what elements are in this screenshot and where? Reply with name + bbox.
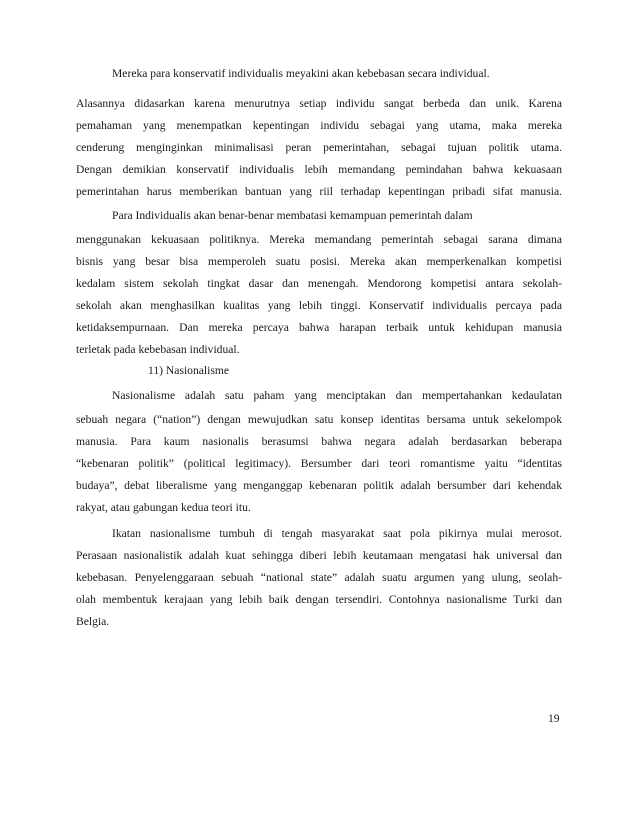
paragraph-line: “kebenaran politik” (political legitimacy). Bersumber dari teori romantisme yaitu “identitas	[76, 457, 562, 470]
paragraph-line: cenderung menginginkan minimalisasi peran pemerintahan, sebagai tujuan politik utama.	[76, 141, 562, 154]
paragraph-line: ketidaksempurnaan. Dan mereka percaya bahwa harapan terbaik untuk kehidupan manusia	[76, 321, 562, 334]
paragraph-line: Perasaan nasionalistik adalah kuat sehingga diberi lebih keutamaan mengatasi hak universal dan	[76, 549, 562, 562]
paragraph-line: Para Individualis akan benar-benar membatasi kemampuan pemerintah dalam	[112, 209, 473, 222]
paragraph-line: kedalam sistem sekolah tingkat dasar dan menengah. Mendorong kompetisi antara sekolah-	[76, 277, 562, 290]
paragraph-line: olah membentuk kerajaan yang lebih baik dengan tersendiri. Contohnya nasionalisme Turki dan	[76, 593, 562, 606]
paragraph-line: Alasannya didasarkan karena menurutnya setiap individu sangat berbeda dan unik. Karena	[76, 97, 562, 110]
paragraph-line: sebuah negara (“nation”) dengan mewujudkan satu konsep identitas bersama untuk sekelompok	[76, 413, 562, 426]
paragraph-line: pemahaman yang menempatkan kepentingan individu sebagai yang utama, maka mereka	[76, 119, 562, 132]
paragraph-line: pemerintahan harus memberikan bantuan yang riil terhadap kepentingan pribadi sifat manusia.	[76, 185, 562, 198]
paragraph-line: bisnis yang besar bisa memperoleh suatu posisi. Mereka akan memperkenalkan kompetisi	[76, 255, 562, 268]
paragraph-line: menggunakan kekuasaan politiknya. Mereka memandang pemerintah sebagai sarana dimana	[76, 233, 562, 246]
paragraph-line: rakyat, atau gabungan kedua teori itu.	[76, 501, 251, 514]
page-number: 19	[548, 712, 560, 725]
paragraph-line: kebebasan. Penyelenggaraan sebuah “national state” adalah suatu argumen yang ulung, seolah-	[76, 571, 562, 584]
paragraph-line: manusia. Para kaum nasionalis berasumsi bahwa negara adalah berdasarkan beberapa	[76, 435, 562, 448]
paragraph-line: Dengan demikian konservatif individualis lebih memandang pemindahan bahwa kekuasaan	[76, 163, 562, 176]
paragraph-line: Mereka para konservatif individualis meyakini akan kebebasan secara individual.	[112, 67, 490, 80]
paragraph-line: Ikatan nasionalisme tumbuh di tengah masyarakat saat pola pikirnya mulai merosot.	[112, 527, 562, 540]
section-heading: 11) Nasionalisme	[148, 364, 230, 377]
paragraph-line: Belgia.	[76, 615, 110, 628]
paragraph-line: Nasionalisme adalah satu paham yang menciptakan dan mempertahankan kedaulatan	[112, 389, 562, 402]
paragraph-line: terletak pada kebebasan individual.	[76, 343, 240, 356]
paragraph-line: sekolah akan menghasilkan kualitas yang lebih tinggi. Konservatif individualis percaya pada	[76, 299, 562, 312]
paragraph-line: budaya”, debat liberalisme yang menganggap kebenaran politik adalah bersumber dari kehendak	[76, 479, 562, 492]
